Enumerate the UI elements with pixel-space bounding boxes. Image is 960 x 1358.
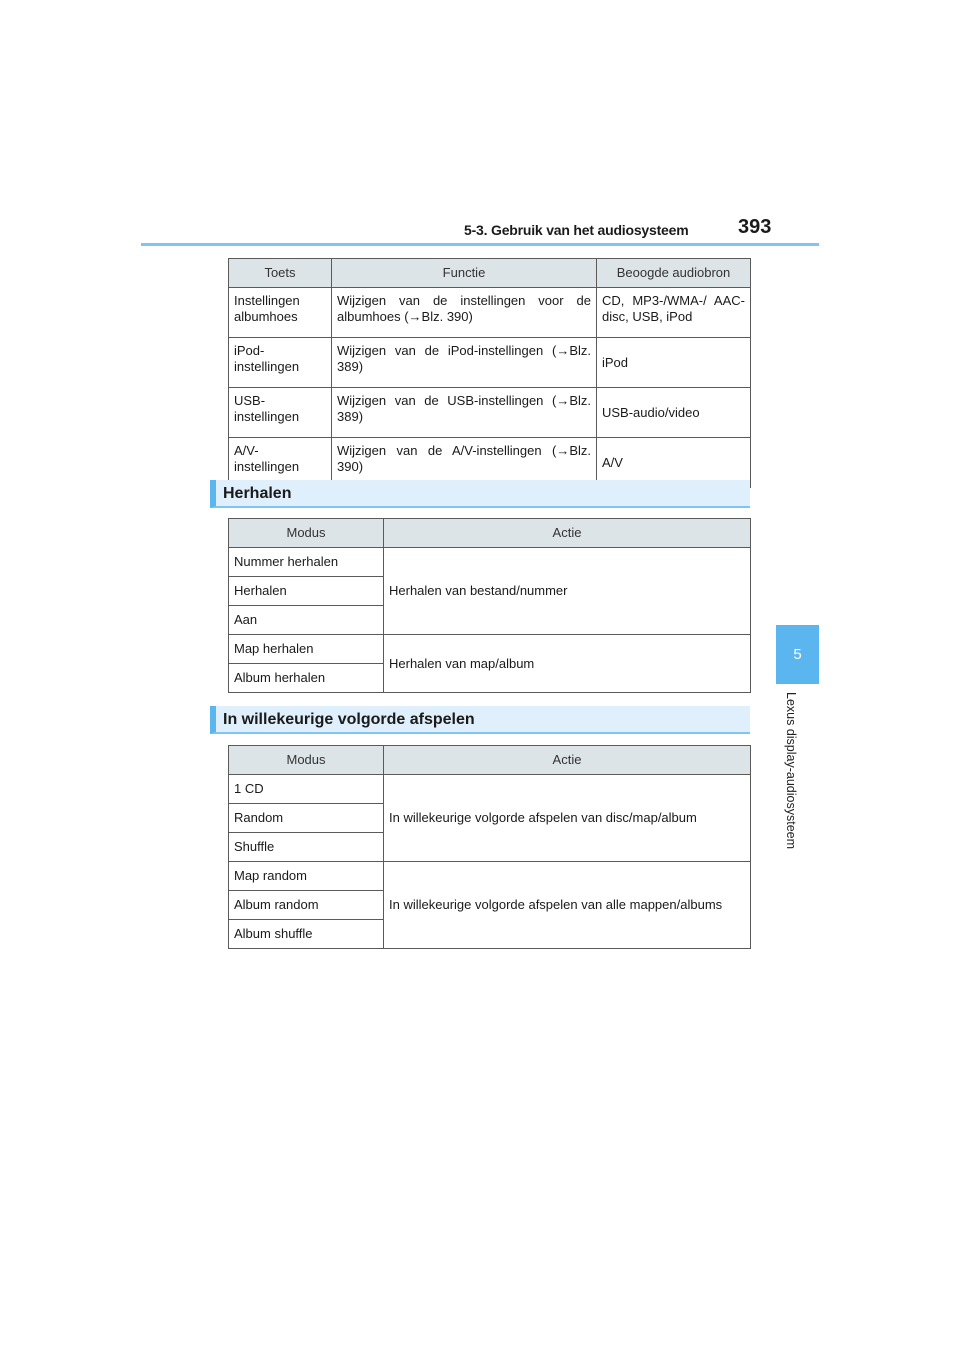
cell-modus: Nummer herhalen — [229, 548, 384, 577]
cell-toets: Instellingen albumhoes — [229, 288, 332, 338]
cell-modus: Random — [229, 804, 384, 833]
cell-functie: Wijzigen van de A/V-instellingen (→Blz. 390) — [332, 438, 597, 488]
cell-modus: Map random — [229, 862, 384, 891]
cell-bron: iPod — [597, 338, 751, 388]
page-number: 393 — [738, 216, 772, 238]
cell-actie: In willekeurige volgorde afspelen van disc/map/album — [384, 775, 751, 862]
repeat-table — [228, 518, 751, 693]
column-header: Actie — [384, 519, 751, 548]
settings-table — [228, 258, 751, 488]
table-row — [229, 388, 751, 438]
column-header: Modus — [229, 746, 384, 775]
cell-actie: Herhalen van map/album — [384, 635, 751, 693]
chapter-number: 5 — [793, 646, 802, 663]
chapter-label: Lexus display-audiosysteem — [784, 692, 798, 850]
header-divider — [141, 243, 819, 246]
cell-actie: In willekeurige volgorde afspelen van alle mappen/albums — [384, 862, 751, 949]
table-row — [229, 635, 751, 664]
chapter-tab — [776, 625, 819, 684]
cell-bron: A/V — [597, 438, 751, 488]
column-header: Functie — [332, 259, 597, 288]
cell-modus: Shuffle — [229, 833, 384, 862]
column-header: Toets — [229, 259, 332, 288]
section-title: 5-3. Gebruik van het audiosysteem — [464, 222, 689, 238]
cell-modus: 1 CD — [229, 775, 384, 804]
column-header: Actie — [384, 746, 751, 775]
cell-modus: Aan — [229, 606, 384, 635]
section-heading-herhalen: Herhalen — [210, 480, 750, 508]
table-header-row — [229, 259, 751, 288]
cell-toets: A/V- instellingen — [229, 438, 332, 488]
cell-modus: Album shuffle — [229, 920, 384, 949]
cell-toets: USB- instellingen — [229, 388, 332, 438]
cell-toets: iPod- instellingen — [229, 338, 332, 388]
column-header: Modus — [229, 519, 384, 548]
cell-actie: Herhalen van bestand/nummer — [384, 548, 751, 635]
table-header-row — [229, 746, 751, 775]
table-row — [229, 862, 751, 891]
cell-modus: Album random — [229, 891, 384, 920]
table-row — [229, 288, 751, 338]
cell-functie: Wijzigen van de iPod-instellingen (→Blz. 389) — [332, 338, 597, 388]
table-row — [229, 775, 751, 804]
shuffle-table — [228, 745, 751, 949]
cell-functie: Wijzigen van de instellingen voor de albumhoes (→Blz. 390) — [332, 288, 597, 338]
cell-functie: Wijzigen van de USB-instellingen (→Blz. 389) — [332, 388, 597, 438]
cell-modus: Map herhalen — [229, 635, 384, 664]
table-row — [229, 548, 751, 577]
table-row — [229, 338, 751, 388]
table-header-row — [229, 519, 751, 548]
column-header: Beoogde audiobron — [597, 259, 751, 288]
cell-bron: CD, MP3-/WMA-/ AAC-disc, USB, iPod — [597, 288, 751, 338]
cell-bron: USB-audio/video — [597, 388, 751, 438]
cell-modus: Album herhalen — [229, 664, 384, 693]
section-heading-willekeurig: In willekeurige volgorde afspelen — [210, 706, 750, 734]
cell-modus: Herhalen — [229, 577, 384, 606]
